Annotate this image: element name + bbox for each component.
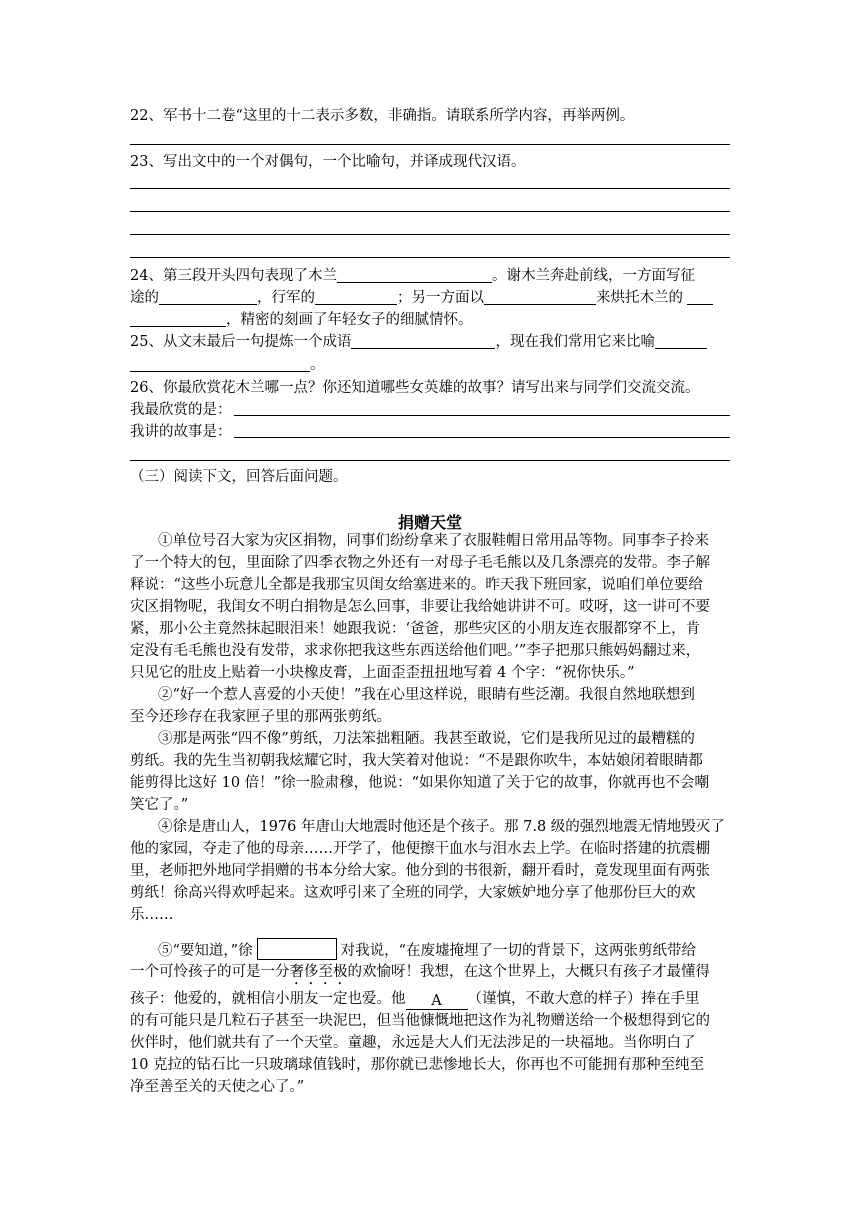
blank-a[interactable]: A — [406, 991, 468, 1010]
paragraph-line: 10 克拉的钻石比一只玻璃球值钱时，那你就已悲惨地长大，你再也不可能拥有那种至纯至 — [130, 1057, 705, 1073]
paragraph-line: 了一个特大的包，里面除了四季衣物之外还有一对母子毛毛熊以及几条漂亮的发带。李子解 — [130, 555, 710, 571]
paragraph-line: 剪纸！徐高兴得欢呼起来。这欢呼引来了全班的同学，大家嫉妒地分享了他那份巨大的欢 — [130, 885, 696, 901]
paragraph-line: ③那是两张“四不像”剪纸，刀法笨拙粗陋。我甚至敢说，它们是我所见过的最糟糕的 — [158, 731, 695, 747]
q25-text-c: 。 — [310, 357, 325, 373]
q26-label-2: 我讲的故事是： — [130, 424, 232, 440]
fill-blank[interactable] — [159, 288, 257, 305]
p5-text: （谨慎，不敢大意的样子）捧在手里 — [467, 991, 700, 1007]
paragraph-line: 至今还珍存在我家匣子里的那两张剪纸。 — [130, 709, 391, 725]
question-24-line1 — [130, 266, 695, 286]
fill-blank[interactable] — [337, 266, 492, 283]
fill-blank[interactable] — [315, 288, 397, 305]
paragraph-line — [158, 938, 696, 961]
emphasized-phrase: 奢侈至极 — [289, 964, 348, 980]
question-22: 22、军书十二卷“这里的十二表示多数，非确指。请联系所学内容，再举两例。 — [130, 108, 635, 124]
paragraph-line: ①单位号召大家为灾区捐物，同事们纷纷拿来了衣服鞋帽日常用品等物。同事李子拎来 — [158, 533, 709, 549]
answer-line — [234, 437, 730, 438]
p5-text: 孩子：他爱的，就相信小朋友一定也爱。他 — [130, 991, 406, 1007]
q24-text-c: 途的 — [130, 290, 159, 306]
paragraph-line: 只见它的肚皮上贴着一小块橡皮膏，上面歪歪扭扭地写着 4 个字：“祝你快乐。” — [130, 665, 635, 681]
question-24-line3 — [130, 310, 473, 330]
paragraph-line — [130, 989, 700, 1010]
paragraph-line: 乐…… — [130, 907, 174, 923]
fill-blank[interactable] — [351, 332, 495, 349]
fill-blank[interactable] — [130, 310, 226, 327]
paragraph-line: 剪纸。我的先生当初朝我炫耀它时，我大笑着对他说：“不是跟你吹牛，本姑娘闭着眼睛都 — [130, 753, 703, 769]
answer-line — [130, 460, 730, 461]
q24-text-e: ；另一方面以 — [397, 290, 484, 306]
answer-line — [130, 257, 730, 258]
q24-text-a: 24、第三段开头四句表现了木兰 — [130, 268, 337, 284]
paragraph-line: 定没有毛毛熊也没有发带，求求你把我这些东西送给他们吧。’”李子把那只熊妈妈翻过来， — [130, 643, 701, 659]
q24-text-d: ，行军的 — [257, 290, 315, 306]
question-23: 23、写出文中的一个对偶句，一个比喻句，并译成现代汉语。 — [130, 154, 526, 170]
p5-text: 的欢愉呀！我想，在这个世界上，大概只有孩子才最懂得 — [347, 964, 710, 980]
question-25-line1 — [130, 332, 707, 352]
question-26: 26、你最欣赏花木兰哪一点？你还知道哪些女英雄的故事？请写出来与同学们交流交流。 — [130, 380, 700, 396]
q25-text-a: 25、从文末最后一句提炼一个成语 — [130, 334, 352, 350]
paragraph-line: 紧，那小公主竟然抹起眼泪来！她跟我说：‘爸爸，那些灾区的小朋友连衣服都穿不上，肯 — [130, 621, 701, 637]
question-24-line2 — [130, 288, 713, 308]
paragraph-line: ④徐是唐山人，1976 年唐山大地震时他还是个孩子。那 7.8 级的强烈地震无情地毁灭了 — [158, 819, 725, 835]
p5-text: 对我说，“在废墟掩埋了一切的背景下，这两张剪纸带给 — [340, 943, 696, 959]
fill-blank[interactable] — [484, 288, 596, 305]
answer-line — [130, 188, 730, 189]
q25-text-b: ，现在我们常用它来比喻 — [495, 334, 655, 350]
answer-line — [234, 415, 730, 416]
question-25-line2 — [130, 355, 325, 375]
q24-text-f: 来烘托木兰的 — [596, 290, 683, 306]
paragraph-line: 能剪得比这好 10 倍！”徐一脸肃穆，他说：“如果你知道了关于它的故事，你就再也不会嘲 — [130, 775, 709, 791]
paragraph-line: 净至善至关的天使之心了。” — [130, 1079, 305, 1095]
answer-line — [130, 234, 730, 235]
fill-blank[interactable] — [687, 288, 713, 305]
fill-blank[interactable] — [655, 332, 707, 349]
paragraph-line: ②“好一个惹人喜爱的小天使！”我在心里这样说，眼睛有些泛潮。我很自然地联想到 — [158, 687, 695, 703]
q24-text-b: 。谢木兰奔赴前线，一方面写征 — [491, 268, 695, 284]
section-3-heading: （三）阅读下文，回答后面问题。 — [130, 469, 348, 485]
paragraph-line: 伙伴时，他们就共有了一个天堂。童趣，永远是大人们无法涉足的一块福地。当你明白了 — [130, 1035, 696, 1051]
paragraph-line — [130, 962, 710, 988]
paragraph-line: 他的家园，夺走了他的母亲……开学了，他便擦干血水与泪水去上学。在临时搭建的抗震棚 — [130, 841, 710, 857]
paragraph-line: 释说：“这些小玩意儿全都是我那宝贝闺女给塞进来的。昨天我下班回家，说咱们单位要给 — [130, 577, 703, 593]
paragraph-line: 笑它了。” — [130, 797, 189, 813]
answer-box[interactable] — [257, 938, 337, 960]
p5-text: 一个可怜孩子的可是一分 — [130, 964, 290, 980]
paragraph-line: 的有可能只是几粒石子甚至一块泥巴，但当他慷慨地把这作为礼物赠送给一个极想得到它的 — [130, 1013, 710, 1029]
answer-line — [130, 144, 730, 145]
fill-blank[interactable] — [130, 355, 310, 372]
q24-text-g: ，精密的刻画了年轻女子的细腻情怀。 — [226, 312, 473, 328]
article-title: 捐赠天堂 — [397, 513, 462, 532]
paragraph-line: 灾区捐物呢，我闺女不明白捐物是怎么回事，非要让我给她讲讲不可。哎呀，这一讲可不要 — [130, 599, 710, 615]
paragraph-line: 里，老师把外地同学捐赠的书本分给大家。他分到的书很新，翻开看时，竟发现里面有两张 — [130, 863, 710, 879]
answer-line — [130, 211, 730, 212]
q26-label-1: 我最欣赏的是： — [130, 402, 232, 418]
p5-text: ⑤“要知道，”徐 — [158, 943, 253, 959]
